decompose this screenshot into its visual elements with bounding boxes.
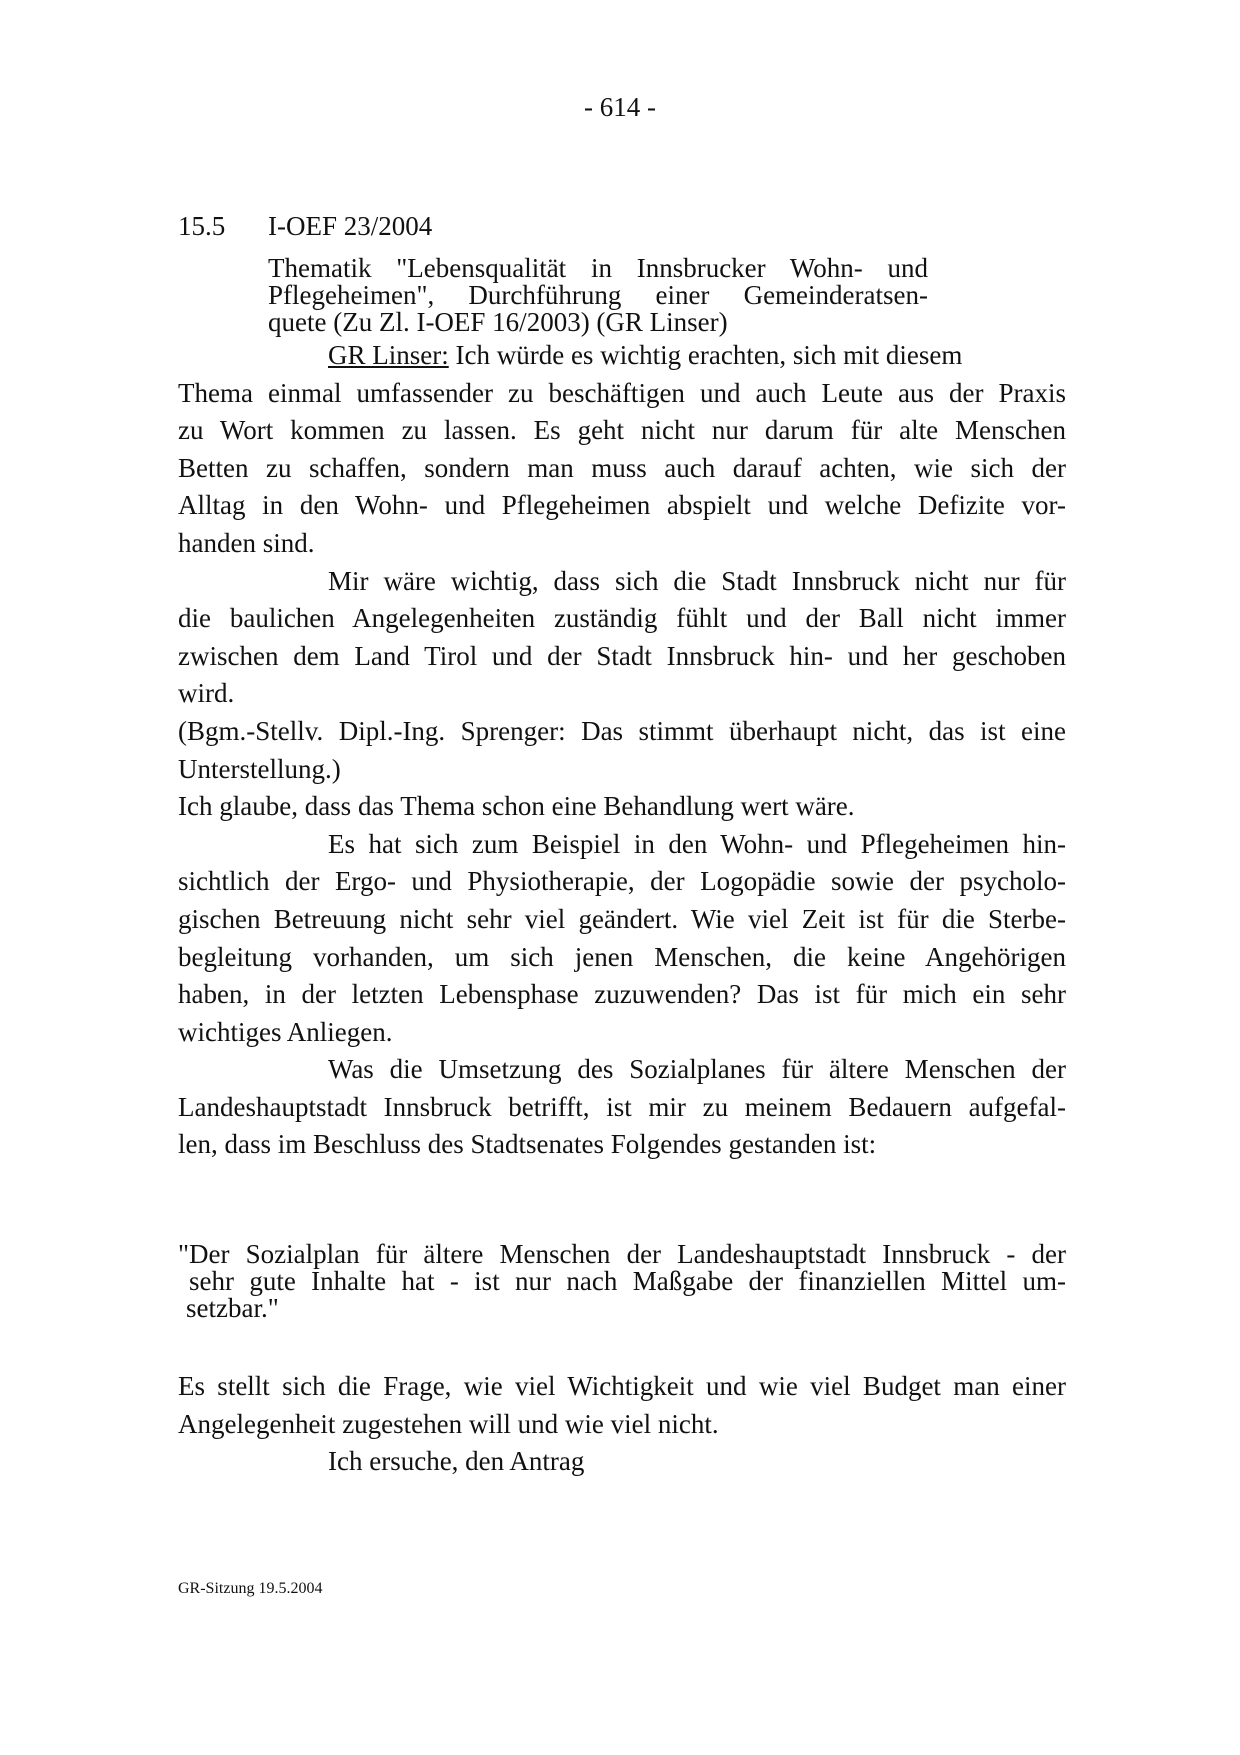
text-line: haben, in der letzten Lebensphase zuzuwenden? Das ist für mich ein sehr [178, 979, 1066, 1010]
text-line: handen sind. [178, 527, 315, 558]
speech-body [178, 337, 1066, 1164]
text-line: Alltag in den Wohn- und Pflegeheimen abspielt und welche Defizite vor- [178, 490, 1066, 521]
text-line: Es stellt sich die Frage, wie viel Wichtigkeit und wie viel Budget man einer [178, 1371, 1066, 1401]
quote-line: "Der Sozialplan für ältere Menschen der Landeshauptstadt Innsbruck - der [178, 1239, 1066, 1269]
subject-line: Thematik "Lebensqualität in Innsbrucker Wohn- und [268, 253, 928, 283]
text-line: Thema einmal umfassender zu beschäftigen und auch Leute aus der Praxis [178, 377, 1066, 408]
subject-line: quete (Zu Zl. I-OEF 16/2003) (GR Linser) [268, 307, 728, 337]
text-line: wichtiges Anliegen. [178, 1016, 393, 1047]
speech-text: Ich würde es wichtig erachten, sich mit diesem [455, 340, 963, 370]
text-line: Betten zu schaffen, sondern man muss auch darauf achten, wie sich der [178, 452, 1066, 483]
agenda-item-subject [268, 255, 928, 336]
text-line: Es hat sich zum Beispiel in den Wohn- und Pflegeheimen hin- [328, 828, 1066, 859]
interjection-line: (Bgm.-Stellv. Dipl.-Ing. Sprenger: Das stimmt überhaupt nicht, das ist eine [178, 715, 1066, 746]
text-line: Landeshauptstadt Innsbruck betrifft, ist mir zu meinem Bedauern aufgefal- [178, 1091, 1066, 1122]
interjection-line: Unterstellung.) [178, 753, 341, 784]
page-footer: GR-Sitzung 19.5.2004 [178, 1580, 323, 1597]
text-line: begleitung vorhanden, um sich jenen Menschen, die keine Angehörigen [178, 941, 1066, 972]
text-line: gischen Betreuung nicht sehr viel geändert. Wie viel Zeit ist für die Sterbe- [178, 903, 1066, 934]
text-line: Was die Umsetzung des Sozialplanes für ältere Menschen der [328, 1054, 1066, 1085]
agenda-item-reference: I-OEF 23/2004 [268, 211, 433, 241]
text-line: die baulichen Angelegenheiten zuständig fühlt und der Ball nicht immer [178, 603, 1066, 634]
subject-line: Pflegeheimen", Durchführung einer Gemeinderatsen- [268, 280, 928, 310]
text-line: len, dass im Beschluss des Stadtsenates Folgendes gestanden ist: [178, 1129, 877, 1160]
page-number: - 614 - [584, 92, 656, 122]
speaker-name: GR Linser: [328, 340, 449, 370]
text-line: Ich ersuche, den Antrag [328, 1446, 585, 1477]
text-line: Ich glaube, dass das Thema schon eine Behandlung wert wäre. [178, 791, 855, 822]
text-line: sichtlich der Ergo- und Physiotherapie, der Logopädie sowie der psycholo- [178, 866, 1066, 897]
paragraph-first-line [178, 337, 1066, 375]
quote-line: sehr gute Inhalte hat - ist nur nach Maßgabe der finanziellen Mittel um- [189, 1266, 1066, 1296]
text-line: Angelegenheit zugestehen will und wie viel nicht. [178, 1408, 719, 1439]
speech-closing [178, 1368, 1066, 1481]
text-line: zwischen dem Land Tirol und der Stadt Innsbruck hin- und her geschoben [178, 640, 1066, 671]
quoted-resolution [178, 1241, 1066, 1322]
text-line: Mir wäre wichtig, dass sich die Stadt Innsbruck nicht nur für [328, 565, 1066, 596]
quote-line: setzbar." [186, 1293, 279, 1323]
text-line: wird. [178, 678, 235, 709]
agenda-item-number: 15.5 [178, 211, 226, 241]
text-line: zu Wort kommen zu lassen. Es geht nicht nur darum für alte Menschen [178, 415, 1066, 446]
